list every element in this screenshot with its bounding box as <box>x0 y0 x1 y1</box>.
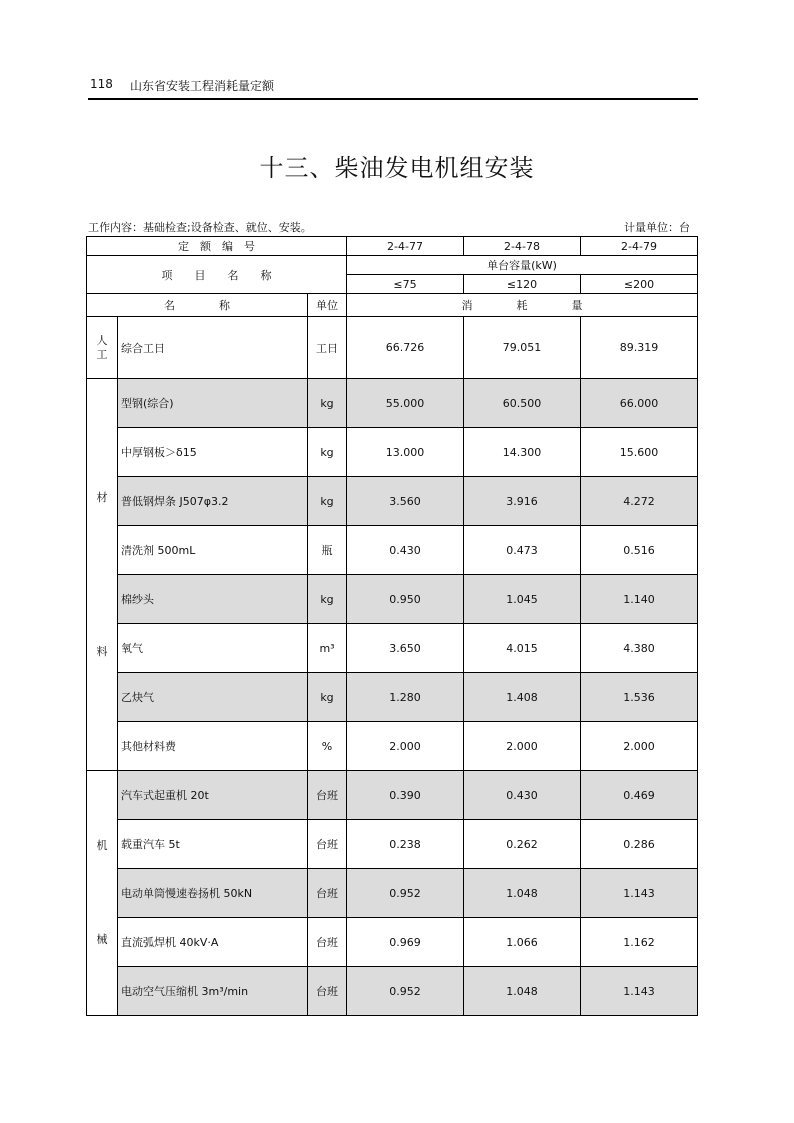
consumption-value: 4.380 <box>581 624 698 673</box>
consumption-value: 1.143 <box>581 869 698 918</box>
consumption-value: 0.950 <box>347 575 464 624</box>
resource-unit: kg <box>308 575 347 624</box>
consumption-value: 0.262 <box>464 820 581 869</box>
consumption-value: 79.051 <box>464 317 581 379</box>
consumption-value: 0.952 <box>347 869 464 918</box>
group-label-char: 人 <box>96 333 108 347</box>
consumption-value: 14.300 <box>464 428 581 477</box>
resource-name: 乙炔气 <box>118 673 308 722</box>
table-row <box>87 477 698 526</box>
resource-name: 型钢(综合) <box>118 379 308 428</box>
resource-unit: kg <box>308 428 347 477</box>
page-number: 118 <box>90 77 113 91</box>
resource-unit: 台班 <box>308 771 347 820</box>
group-label-char: 械 <box>96 933 108 946</box>
group-label-char: 材 <box>96 490 108 504</box>
consumption-value: 4.272 <box>581 477 698 526</box>
resource-unit: 台班 <box>308 967 347 1016</box>
consumption-value: 15.600 <box>581 428 698 477</box>
group-label-char: 机 <box>96 839 108 852</box>
quota-code: 2-4-79 <box>581 237 698 256</box>
section-title: 十三、柴油发电机组安装 <box>259 154 535 182</box>
consumption-value: 0.952 <box>347 967 464 1016</box>
consumption-value: 55.000 <box>347 379 464 428</box>
resource-name: 中厚钢板＞δ15 <box>118 428 308 477</box>
resource-unit: % <box>308 722 347 771</box>
table-row <box>87 967 698 1016</box>
quota-table <box>86 236 698 1016</box>
resource-unit: m³ <box>308 624 347 673</box>
capacity-value: ≤75 <box>347 275 464 294</box>
resource-name: 汽车式起重机 20t <box>118 771 308 820</box>
resource-unit: kg <box>308 477 347 526</box>
capacity-value: ≤120 <box>464 275 581 294</box>
consumption-value: 66.726 <box>347 317 464 379</box>
table-row <box>87 673 698 722</box>
table-row <box>87 624 698 673</box>
measure-unit: 计量单位：台 <box>624 221 690 234</box>
consumption-value: 0.473 <box>464 526 581 575</box>
quota-code: 2-4-77 <box>347 237 464 256</box>
consumption-value: 2.000 <box>464 722 581 771</box>
resource-unit: kg <box>308 379 347 428</box>
col-consumption-header: 消 耗 量 <box>347 294 698 317</box>
capacity-label: 单台容量(kW) <box>347 256 698 275</box>
item-name-label: 项 目 名 称 <box>87 256 347 294</box>
table-row <box>87 428 698 477</box>
consumption-value: 1.045 <box>464 575 581 624</box>
consumption-value: 0.969 <box>347 918 464 967</box>
consumption-value: 2.000 <box>581 722 698 771</box>
group-label-char: 料 <box>96 644 108 658</box>
resource-name: 棉纱头 <box>118 575 308 624</box>
resource-unit: 台班 <box>308 918 347 967</box>
table-row <box>87 317 698 379</box>
group-label <box>87 379 118 771</box>
resource-name: 清洗剂 500mL <box>118 526 308 575</box>
resource-unit: 台班 <box>308 869 347 918</box>
consumption-value: 0.469 <box>581 771 698 820</box>
table-row <box>87 526 698 575</box>
consumption-value: 3.916 <box>464 477 581 526</box>
consumption-value: 3.560 <box>347 477 464 526</box>
capacity-value: ≤200 <box>581 275 698 294</box>
consumption-value: 0.238 <box>347 820 464 869</box>
resource-unit: 工日 <box>308 317 347 379</box>
group-label <box>87 317 118 379</box>
consumption-value: 1.536 <box>581 673 698 722</box>
consumption-value: 0.430 <box>347 526 464 575</box>
consumption-value: 1.162 <box>581 918 698 967</box>
consumption-value: 1.066 <box>464 918 581 967</box>
consumption-value: 0.516 <box>581 526 698 575</box>
consumption-value: 0.430 <box>464 771 581 820</box>
consumption-value: 0.286 <box>581 820 698 869</box>
table-row <box>87 722 698 771</box>
consumption-value: 1.408 <box>464 673 581 722</box>
consumption-value: 1.140 <box>581 575 698 624</box>
book-title: 山东省安装工程消耗量定额 <box>130 79 275 93</box>
table-row <box>87 820 698 869</box>
consumption-value: 3.650 <box>347 624 464 673</box>
resource-name: 直流弧焊机 40kV·A <box>118 918 308 967</box>
quota-code: 2-4-78 <box>464 237 581 256</box>
consumption-value: 2.000 <box>347 722 464 771</box>
resource-name: 载重汽车 5t <box>118 820 308 869</box>
table-row <box>87 869 698 918</box>
consumption-value: 1.048 <box>464 967 581 1016</box>
resource-name: 综合工日 <box>118 317 308 379</box>
consumption-value: 60.500 <box>464 379 581 428</box>
table-row <box>87 575 698 624</box>
consumption-value: 1.048 <box>464 869 581 918</box>
table-row <box>87 771 698 820</box>
resource-unit: 台班 <box>308 820 347 869</box>
resource-unit: kg <box>308 673 347 722</box>
resource-name: 氧气 <box>118 624 308 673</box>
consumption-value: 13.000 <box>347 428 464 477</box>
table-row <box>87 379 698 428</box>
consumption-value: 0.390 <box>347 771 464 820</box>
page-header <box>88 74 698 100</box>
resource-unit: 瓶 <box>308 526 347 575</box>
resource-name: 电动空气压缩机 3m³/min <box>118 967 308 1016</box>
consumption-value: 89.319 <box>581 317 698 379</box>
resource-name: 其他材料费 <box>118 722 308 771</box>
table-row <box>87 918 698 967</box>
resource-name: 普低钢焊条 J507φ3.2 <box>118 477 308 526</box>
consumption-value: 4.015 <box>464 624 581 673</box>
consumption-value: 1.280 <box>347 673 464 722</box>
work-content: 工作内容：基础检查;设备检查、就位、安装。 <box>88 221 312 234</box>
resource-name: 电动单筒慢速卷扬机 50kN <box>118 869 308 918</box>
group-label <box>87 771 118 1016</box>
col-name-header: 名 称 <box>87 294 308 317</box>
consumption-value: 66.000 <box>581 379 698 428</box>
consumption-value: 1.143 <box>581 967 698 1016</box>
quota-no-label: 定 额 编 号 <box>87 237 347 256</box>
group-label-char: 工 <box>96 347 108 361</box>
col-unit-header: 单位 <box>308 294 347 317</box>
